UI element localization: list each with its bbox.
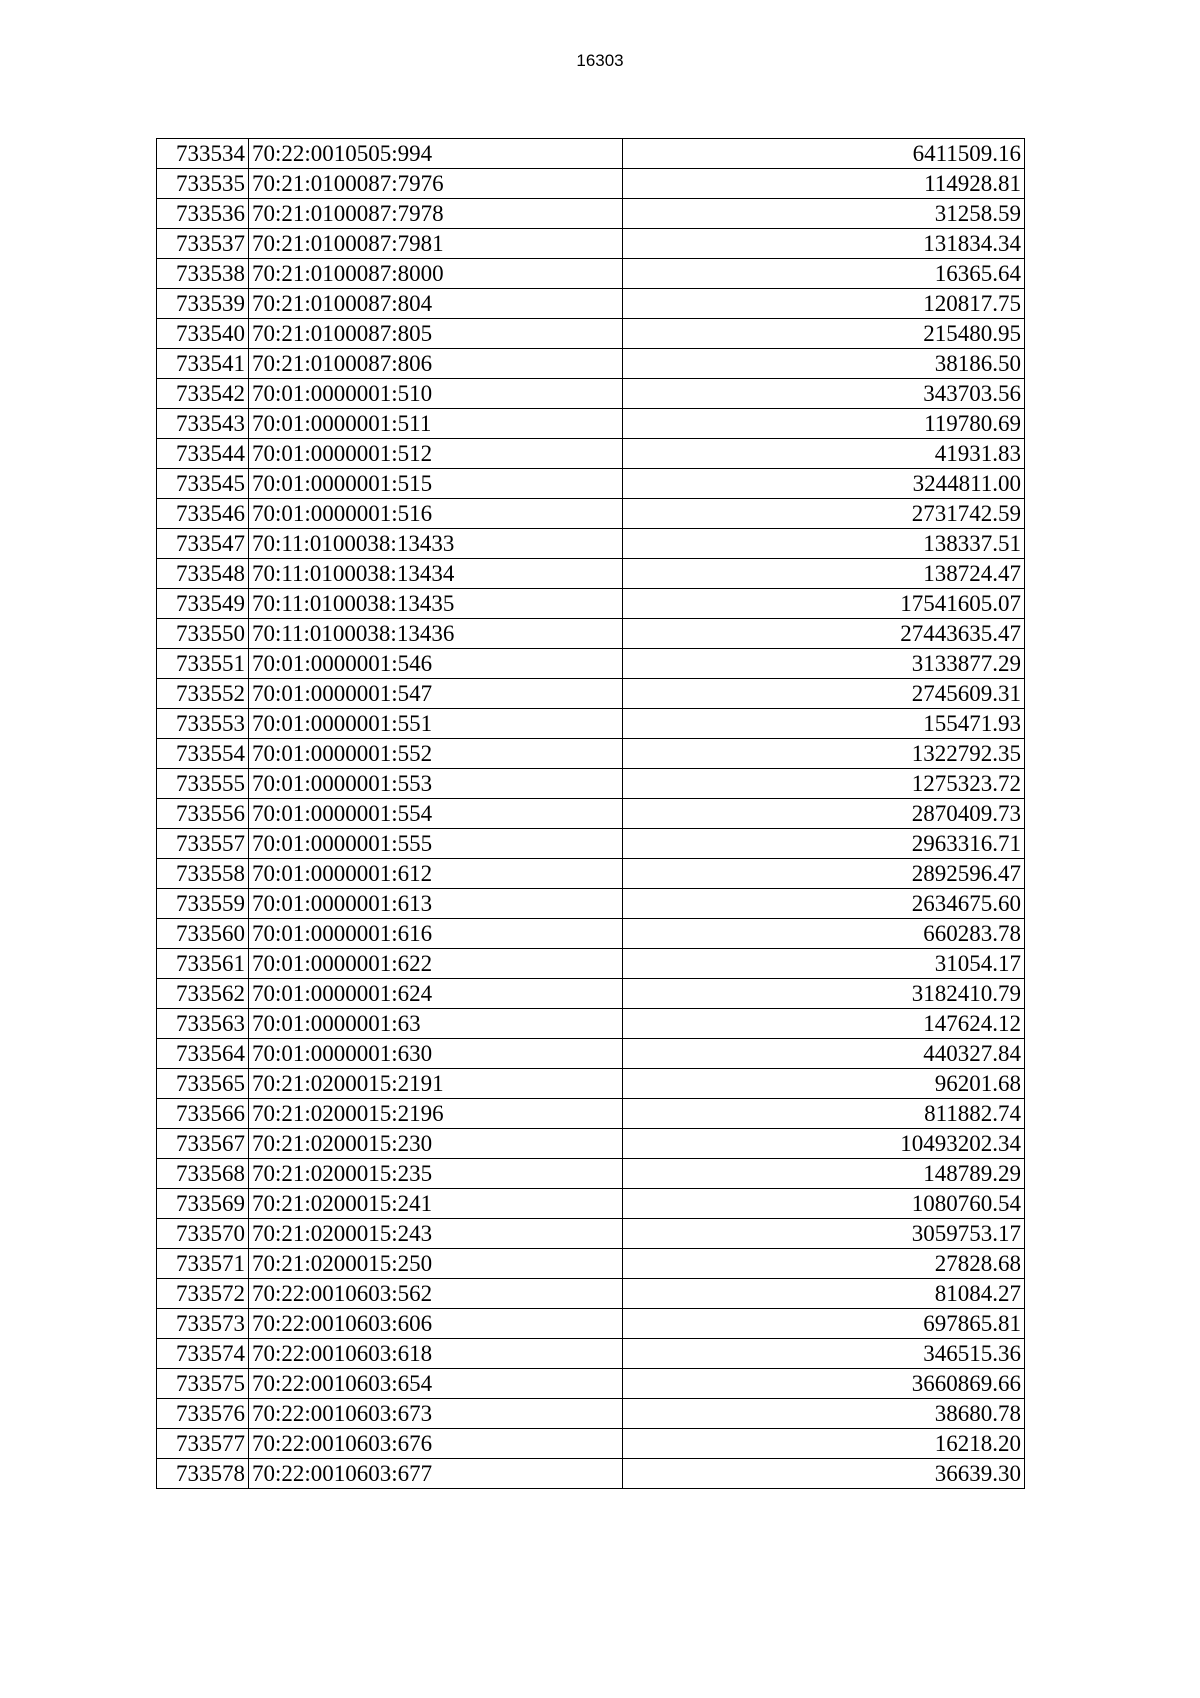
- table-row: [157, 139, 1025, 169]
- value-cell: 3660869.66: [623, 1369, 1025, 1399]
- table-row: [157, 1069, 1025, 1099]
- cadastral-number-cell: 70:01:0000001:512: [249, 439, 623, 469]
- cadastral-number-cell: 70:22:0010603:562: [249, 1279, 623, 1309]
- cadastral-number-cell: 70:01:0000001:63: [249, 1009, 623, 1039]
- table-row: [157, 349, 1025, 379]
- row-number-cell: 733573: [157, 1309, 249, 1339]
- row-number-cell: 733551: [157, 649, 249, 679]
- table-row: [157, 1219, 1025, 1249]
- value-cell: 3059753.17: [623, 1219, 1025, 1249]
- cadastral-number-cell: 70:11:0100038:13433: [249, 529, 623, 559]
- value-cell: 36639.30: [623, 1459, 1025, 1489]
- cadastral-number-cell: 70:21:0100087:7978: [249, 199, 623, 229]
- value-cell: 3133877.29: [623, 649, 1025, 679]
- table-row: [157, 1399, 1025, 1429]
- table-row: [157, 439, 1025, 469]
- cadastral-number-cell: 70:01:0000001:553: [249, 769, 623, 799]
- table-row: [157, 499, 1025, 529]
- value-cell: 3244811.00: [623, 469, 1025, 499]
- cadastral-value-table: [156, 138, 1025, 1489]
- table-row: [157, 1279, 1025, 1309]
- value-cell: 1080760.54: [623, 1189, 1025, 1219]
- value-cell: 6411509.16: [623, 139, 1025, 169]
- row-number-cell: 733569: [157, 1189, 249, 1219]
- cadastral-number-cell: 70:22:0010603:618: [249, 1339, 623, 1369]
- value-cell: 440327.84: [623, 1039, 1025, 1069]
- value-cell: 1275323.72: [623, 769, 1025, 799]
- row-number-cell: 733564: [157, 1039, 249, 1069]
- value-cell: 1322792.35: [623, 739, 1025, 769]
- cadastral-number-cell: 70:01:0000001:552: [249, 739, 623, 769]
- value-cell: 41931.83: [623, 439, 1025, 469]
- row-number-cell: 733561: [157, 949, 249, 979]
- row-number-cell: 733544: [157, 439, 249, 469]
- value-cell: 215480.95: [623, 319, 1025, 349]
- value-cell: 697865.81: [623, 1309, 1025, 1339]
- value-cell: 119780.69: [623, 409, 1025, 439]
- table-row: [157, 1369, 1025, 1399]
- row-number-cell: 733546: [157, 499, 249, 529]
- table-row: [157, 649, 1025, 679]
- cadastral-number-cell: 70:21:0100087:7976: [249, 169, 623, 199]
- cadastral-number-cell: 70:21:0100087:804: [249, 289, 623, 319]
- value-cell: 27828.68: [623, 1249, 1025, 1279]
- row-number-cell: 733558: [157, 859, 249, 889]
- row-number-cell: 733540: [157, 319, 249, 349]
- value-cell: 81084.27: [623, 1279, 1025, 1309]
- row-number-cell: 733535: [157, 169, 249, 199]
- row-number-cell: 733563: [157, 1009, 249, 1039]
- table-row: [157, 379, 1025, 409]
- table-row: [157, 1309, 1025, 1339]
- table-row: [157, 859, 1025, 889]
- cadastral-number-cell: 70:01:0000001:547: [249, 679, 623, 709]
- table-row: [157, 1339, 1025, 1369]
- row-number-cell: 733559: [157, 889, 249, 919]
- cadastral-number-cell: 70:21:0200015:2196: [249, 1099, 623, 1129]
- value-cell: 343703.56: [623, 379, 1025, 409]
- cadastral-number-cell: 70:01:0000001:511: [249, 409, 623, 439]
- value-cell: 155471.93: [623, 709, 1025, 739]
- row-number-cell: 733576: [157, 1399, 249, 1429]
- cadastral-number-cell: 70:21:0200015:230: [249, 1129, 623, 1159]
- row-number-cell: 733537: [157, 229, 249, 259]
- row-number-cell: 733550: [157, 619, 249, 649]
- cadastral-number-cell: 70:11:0100038:13435: [249, 589, 623, 619]
- table-row: [157, 1009, 1025, 1039]
- value-cell: 811882.74: [623, 1099, 1025, 1129]
- row-number-cell: 733575: [157, 1369, 249, 1399]
- table-row: [157, 559, 1025, 589]
- table-row: [157, 289, 1025, 319]
- table-row: [157, 409, 1025, 439]
- cadastral-number-cell: 70:22:0010603:677: [249, 1459, 623, 1489]
- row-number-cell: 733548: [157, 559, 249, 589]
- row-number-cell: 733539: [157, 289, 249, 319]
- cadastral-number-cell: 70:22:0010603:654: [249, 1369, 623, 1399]
- row-number-cell: 733534: [157, 139, 249, 169]
- row-number-cell: 733568: [157, 1159, 249, 1189]
- value-cell: 17541605.07: [623, 589, 1025, 619]
- table-row: [157, 799, 1025, 829]
- row-number-cell: 733542: [157, 379, 249, 409]
- row-number-cell: 733578: [157, 1459, 249, 1489]
- table-row: [157, 589, 1025, 619]
- row-number-cell: 733570: [157, 1219, 249, 1249]
- cadastral-number-cell: 70:22:0010603:673: [249, 1399, 623, 1429]
- table-row: [157, 739, 1025, 769]
- cadastral-number-cell: 70:01:0000001:555: [249, 829, 623, 859]
- row-number-cell: 733554: [157, 739, 249, 769]
- cadastral-number-cell: 70:01:0000001:510: [249, 379, 623, 409]
- table-row: [157, 319, 1025, 349]
- value-cell: 38680.78: [623, 1399, 1025, 1429]
- value-cell: 2892596.47: [623, 859, 1025, 889]
- cadastral-number-cell: 70:22:0010603:676: [249, 1429, 623, 1459]
- value-cell: 2731742.59: [623, 499, 1025, 529]
- table-row: [157, 949, 1025, 979]
- value-cell: 2963316.71: [623, 829, 1025, 859]
- table-row: [157, 769, 1025, 799]
- row-number-cell: 733549: [157, 589, 249, 619]
- table-row: [157, 709, 1025, 739]
- table-row: [157, 619, 1025, 649]
- table-row: [157, 199, 1025, 229]
- table-row: [157, 169, 1025, 199]
- cadastral-number-cell: 70:01:0000001:622: [249, 949, 623, 979]
- row-number-cell: 733566: [157, 1099, 249, 1129]
- cadastral-number-cell: 70:01:0000001:612: [249, 859, 623, 889]
- row-number-cell: 733557: [157, 829, 249, 859]
- cadastral-number-cell: 70:01:0000001:630: [249, 1039, 623, 1069]
- row-number-cell: 733538: [157, 259, 249, 289]
- cadastral-number-cell: 70:21:0200015:2191: [249, 1069, 623, 1099]
- value-cell: 114928.81: [623, 169, 1025, 199]
- cadastral-number-cell: 70:01:0000001:516: [249, 499, 623, 529]
- table-row: [157, 829, 1025, 859]
- row-number-cell: 733572: [157, 1279, 249, 1309]
- table-row: [157, 469, 1025, 499]
- row-number-cell: 733556: [157, 799, 249, 829]
- cadastral-number-cell: 70:21:0200015:243: [249, 1219, 623, 1249]
- table-row: [157, 889, 1025, 919]
- cadastral-number-cell: 70:11:0100038:13436: [249, 619, 623, 649]
- value-cell: 16365.64: [623, 259, 1025, 289]
- row-number-cell: 733553: [157, 709, 249, 739]
- table-row: [157, 679, 1025, 709]
- cadastral-number-cell: 70:01:0000001:616: [249, 919, 623, 949]
- row-number-cell: 733565: [157, 1069, 249, 1099]
- cadastral-number-cell: 70:01:0000001:546: [249, 649, 623, 679]
- value-cell: 2634675.60: [623, 889, 1025, 919]
- row-number-cell: 733567: [157, 1129, 249, 1159]
- table-row: [157, 1099, 1025, 1129]
- table-row: [157, 259, 1025, 289]
- cadastral-number-cell: 70:21:0200015:250: [249, 1249, 623, 1279]
- value-cell: 346515.36: [623, 1339, 1025, 1369]
- value-cell: 138337.51: [623, 529, 1025, 559]
- cadastral-number-cell: 70:11:0100038:13434: [249, 559, 623, 589]
- cadastral-number-cell: 70:21:0100087:805: [249, 319, 623, 349]
- cadastral-number-cell: 70:01:0000001:613: [249, 889, 623, 919]
- row-number-cell: 733547: [157, 529, 249, 559]
- cadastral-number-cell: 70:22:0010505:994: [249, 139, 623, 169]
- value-cell: 131834.34: [623, 229, 1025, 259]
- value-cell: 148789.29: [623, 1159, 1025, 1189]
- cadastral-number-cell: 70:21:0100087:806: [249, 349, 623, 379]
- cadastral-number-cell: 70:21:0100087:7981: [249, 229, 623, 259]
- cadastral-number-cell: 70:21:0200015:241: [249, 1189, 623, 1219]
- row-number-cell: 733543: [157, 409, 249, 439]
- table-row: [157, 229, 1025, 259]
- cadastral-number-cell: 70:01:0000001:515: [249, 469, 623, 499]
- row-number-cell: 733541: [157, 349, 249, 379]
- cadastral-number-cell: 70:22:0010603:606: [249, 1309, 623, 1339]
- cadastral-number-cell: 70:01:0000001:551: [249, 709, 623, 739]
- row-number-cell: 733562: [157, 979, 249, 1009]
- table-row: [157, 979, 1025, 1009]
- table-row: [157, 1159, 1025, 1189]
- cadastral-number-cell: 70:01:0000001:554: [249, 799, 623, 829]
- value-cell: 2870409.73: [623, 799, 1025, 829]
- value-cell: 660283.78: [623, 919, 1025, 949]
- value-cell: 2745609.31: [623, 679, 1025, 709]
- row-number-cell: 733560: [157, 919, 249, 949]
- value-cell: 10493202.34: [623, 1129, 1025, 1159]
- table-body: [157, 139, 1025, 1489]
- cadastral-number-cell: 70:01:0000001:624: [249, 979, 623, 1009]
- table-row: [157, 1189, 1025, 1219]
- cadastral-number-cell: 70:21:0200015:235: [249, 1159, 623, 1189]
- row-number-cell: 733577: [157, 1429, 249, 1459]
- table-row: [157, 1249, 1025, 1279]
- value-cell: 31054.17: [623, 949, 1025, 979]
- value-cell: 120817.75: [623, 289, 1025, 319]
- value-cell: 96201.68: [623, 1069, 1025, 1099]
- table-row: [157, 1129, 1025, 1159]
- value-cell: 38186.50: [623, 349, 1025, 379]
- table-row: [157, 1429, 1025, 1459]
- value-cell: 27443635.47: [623, 619, 1025, 649]
- value-cell: 147624.12: [623, 1009, 1025, 1039]
- row-number-cell: 733574: [157, 1339, 249, 1369]
- row-number-cell: 733536: [157, 199, 249, 229]
- value-cell: 138724.47: [623, 559, 1025, 589]
- value-cell: 3182410.79: [623, 979, 1025, 1009]
- cadastral-number-cell: 70:21:0100087:8000: [249, 259, 623, 289]
- table-row: [157, 1039, 1025, 1069]
- page-number: 16303: [576, 51, 624, 70]
- row-number-cell: 733555: [157, 769, 249, 799]
- table-row: [157, 1459, 1025, 1489]
- value-cell: 31258.59: [623, 199, 1025, 229]
- table-row: [157, 919, 1025, 949]
- table-row: [157, 529, 1025, 559]
- value-cell: 16218.20: [623, 1429, 1025, 1459]
- row-number-cell: 733571: [157, 1249, 249, 1279]
- row-number-cell: 733552: [157, 679, 249, 709]
- row-number-cell: 733545: [157, 469, 249, 499]
